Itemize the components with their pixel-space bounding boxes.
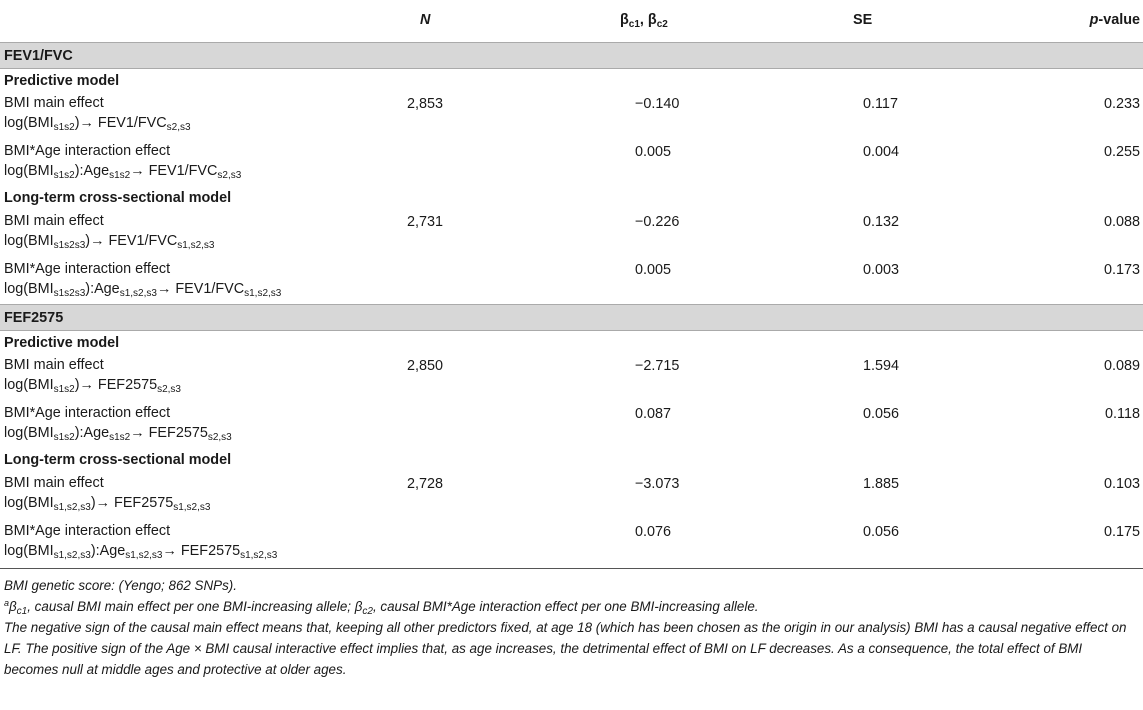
- text-run: s1s2: [53, 170, 75, 181]
- text-run: , causal BMI*Age interaction effect per one BMI-increasing allele.: [372, 599, 759, 614]
- cell-beta: 0.087: [635, 406, 672, 422]
- effect-label: BMI*Age interaction effect: [4, 143, 171, 159]
- effect-formula: [4, 279, 400, 299]
- text-run: s2,s3: [217, 170, 242, 181]
- effect-label-cell: [0, 90, 400, 138]
- header-se: SE: [853, 12, 873, 28]
- text-run: s1,s2,s3: [119, 288, 157, 299]
- text-run: s1,s2,s3: [177, 240, 215, 251]
- text-run: s1,s2,s3: [173, 502, 211, 513]
- effect-label-cell: [0, 352, 400, 400]
- effect-formula: [4, 113, 400, 133]
- text-run: log(BMI: [4, 163, 54, 179]
- table-header: [0, 0, 1143, 42]
- text-run: s1,s2,s3: [53, 550, 91, 561]
- note-beta-definition: [4, 596, 1139, 617]
- note-genetic-score: BMI genetic score: (Yengo; 862 SNPs).: [4, 578, 237, 593]
- cell-beta: 0.005: [635, 262, 672, 278]
- cell-n: [400, 400, 600, 448]
- effect-label-cell: [0, 138, 400, 186]
- text-run: log(BMI: [4, 495, 54, 511]
- text-run: )→ FEV1/FVC: [74, 115, 167, 131]
- cell-se: 0.056: [863, 406, 900, 422]
- text-run: )→ FEF2575: [74, 377, 158, 393]
- cell-beta: −3.073: [635, 476, 680, 492]
- text-run: s1s2: [53, 384, 75, 395]
- text-run: s1s2: [53, 122, 75, 133]
- cell-beta: 0.005: [635, 144, 672, 160]
- text-run: s1s2s3: [53, 288, 86, 299]
- effect-label: BMI main effect: [4, 95, 104, 111]
- text-run: s2,s3: [166, 122, 191, 133]
- section-title: FEV1/FVC: [0, 42, 1143, 68]
- text-run: s1s2: [109, 432, 131, 443]
- section-header-row: [0, 304, 1143, 330]
- header-beta: $\beta_{c1}$, $\beta_{c2}$: [620, 12, 668, 30]
- cell-se: 0.003: [863, 262, 900, 278]
- table-row: [0, 470, 1143, 518]
- effect-label-cell: [0, 400, 400, 448]
- cell-n: 2,731: [407, 214, 444, 230]
- cell-p-value: 0.118: [1105, 406, 1140, 422]
- effect-formula: [4, 423, 400, 443]
- cell-p-value: 0.255: [1103, 144, 1140, 160]
- text-run: log(BMI: [4, 233, 54, 249]
- text-run: ):Age: [90, 543, 126, 559]
- table-row: [0, 256, 1143, 304]
- table-body: [0, 42, 1143, 566]
- cell-beta: −0.140: [635, 96, 680, 112]
- table-row: [0, 400, 1143, 448]
- effect-formula: [4, 161, 400, 181]
- table-row: [0, 352, 1143, 400]
- text-run: a: [4, 598, 10, 608]
- header-label: [0, 0, 400, 42]
- cell-se: 1.885: [863, 476, 900, 492]
- cell-n: [400, 138, 600, 186]
- text-run: )→ FEV1/FVC: [85, 233, 178, 249]
- text-run: )→ FEF2575: [90, 495, 174, 511]
- cell-n: 2,728: [407, 476, 444, 492]
- model-title-row: [0, 68, 1143, 90]
- cell-beta: 0.076: [635, 524, 672, 540]
- cell-p-value: 0.089: [1103, 358, 1140, 374]
- text-run: c1: [16, 606, 28, 617]
- text-run: log(BMI: [4, 281, 54, 297]
- text-run: ):Age: [74, 163, 110, 179]
- text-run: s1,s2,s3: [240, 550, 278, 561]
- section-header-row: [0, 42, 1143, 68]
- note-interpretation: The negative sign of the causal main effect means that, keeping all other predictors fixed, at age 18 (which has been chosen as the origin in our analysis) BMI has a causal negative effect on LF. The positive sign of the Age × BMI causal interactive effect implies that, as age increases, the detrimental effect of BMI on LF decreases. As a consequence, the total effect of BMI becomes null at middle ages and protective at older ages.: [4, 620, 1127, 677]
- model-title: Long-term cross-sectional model: [4, 190, 232, 206]
- header-n: N: [420, 12, 431, 28]
- cell-n: 2,850: [407, 358, 444, 374]
- header-p-value: p-value: [1089, 12, 1140, 28]
- text-run: , causal BMI main effect per one BMI-increasing allele; β: [27, 599, 363, 614]
- effect-formula: [4, 231, 400, 251]
- effect-label-cell: [0, 470, 400, 518]
- table-notes: [0, 569, 1143, 680]
- table-row: [0, 208, 1143, 256]
- text-run: ):Age: [74, 425, 110, 441]
- cell-se: 0.056: [863, 524, 900, 540]
- cell-beta: −2.715: [635, 358, 680, 374]
- effect-label: BMI*Age interaction effect: [4, 261, 171, 277]
- cell-n: [400, 518, 600, 566]
- text-run: → FEV1/FVC: [156, 281, 245, 297]
- text-run: log(BMI: [4, 115, 54, 131]
- cell-se: 0.004: [863, 144, 900, 160]
- model-title-row: [0, 448, 1143, 470]
- text-run: log(BMI: [4, 425, 54, 441]
- effect-label: BMI main effect: [4, 475, 104, 491]
- cell-beta: −0.226: [635, 214, 680, 230]
- model-title: Predictive model: [4, 72, 120, 89]
- effect-formula: [4, 493, 400, 513]
- cell-p-value: 0.233: [1103, 96, 1140, 112]
- text-run: log(BMI: [4, 377, 54, 393]
- table-row: [0, 138, 1143, 186]
- text-run: → FEF2575: [130, 425, 208, 441]
- table-row: [0, 90, 1143, 138]
- model-title: Long-term cross-sectional model: [4, 452, 232, 468]
- effect-formula: [4, 375, 400, 395]
- model-title-row: [0, 186, 1143, 208]
- section-title: FEF2575: [0, 304, 1143, 330]
- text-run: s2,s3: [207, 432, 232, 443]
- cell-n: 2,853: [407, 96, 444, 112]
- text-run: s1,s2,s3: [244, 288, 282, 299]
- model-title: Predictive model: [4, 334, 120, 351]
- effect-formula: [4, 541, 400, 561]
- text-run: s1s2: [109, 170, 131, 181]
- effect-label-cell: [0, 518, 400, 566]
- text-run: s1s2: [53, 432, 75, 443]
- text-run: s1s2s3: [53, 240, 86, 251]
- text-run: s1,s2,s3: [53, 502, 91, 513]
- text-run: log(BMI: [4, 543, 54, 559]
- table-row: [0, 518, 1143, 566]
- cell-se: 1.594: [863, 358, 900, 374]
- cell-n: [400, 256, 600, 304]
- cell-se: 0.132: [863, 214, 900, 230]
- text-run: c2: [362, 606, 373, 617]
- text-run: s2,s3: [157, 384, 181, 395]
- text-run: → FEF2575: [162, 543, 241, 559]
- cell-p-value: 0.088: [1103, 214, 1140, 230]
- cell-p-value: 0.103: [1103, 476, 1140, 492]
- text-run: ):Age: [85, 281, 120, 297]
- effect-label: BMI main effect: [4, 213, 104, 229]
- effect-label-cell: [0, 208, 400, 256]
- effect-label: BMI*Age interaction effect: [4, 523, 171, 539]
- cell-p-value: 0.175: [1103, 524, 1140, 540]
- text-run: → FEV1/FVC: [130, 163, 218, 179]
- effect-label: BMI main effect: [4, 357, 104, 373]
- effect-label: BMI*Age interaction effect: [4, 405, 171, 421]
- model-title-row: [0, 330, 1143, 352]
- cell-p-value: 0.173: [1103, 262, 1140, 278]
- text-run: s1,s2,s3: [125, 550, 163, 561]
- cell-se: 0.117: [863, 96, 898, 112]
- effect-label-cell: [0, 256, 400, 304]
- text-run: β: [9, 599, 17, 614]
